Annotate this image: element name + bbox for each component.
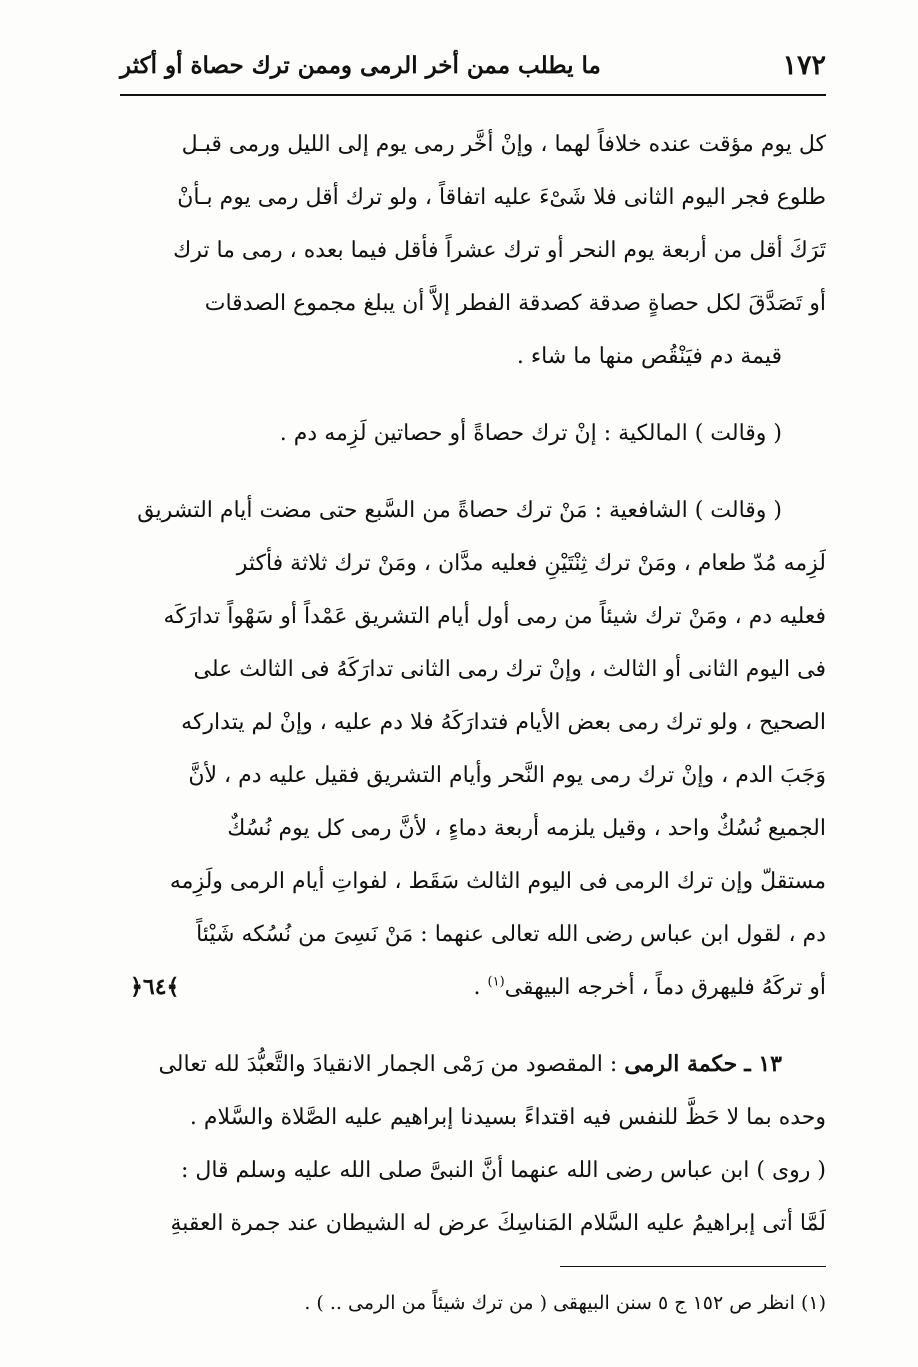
text-line: أو تَصَدَّقَ لكل حصاةٍ صدقة كصدقة الفطر إلاَّ أن يبلغ مجموع الصدقات — [204, 291, 826, 316]
text-line: ( وقالت ) المالكية : إنْ ترك حصاةً أو حصاتين لَزِمه دم . — [279, 421, 782, 446]
section-first-line — [130, 1038, 826, 1091]
header-rule — [120, 94, 826, 96]
text-span: : المقصود من رَمْى الجمار الانقيادَ والتَّعبُّدَ لله تعالى — [158, 1052, 618, 1077]
text-span: . — [473, 975, 488, 1000]
page-number: ١٧٢ — [782, 49, 826, 81]
text-span: أو تركَهُ فليهرق دماً ، أخرجه البيهقى — [504, 975, 826, 1000]
main-text — [130, 118, 826, 1250]
footnote-ref: (١) — [487, 974, 505, 990]
footnote-rule — [560, 1266, 826, 1267]
text-line: قيمة دم فيَنْقُص منها ما شاء . — [516, 344, 782, 369]
text-line: لَمَّا أتى إبراهيمُ عليه السَّلام المَناسِكَ عرض له الشيطان عند جمرة العقبةِ — [170, 1211, 826, 1236]
text-line: دم ، لقول ابن عباس رضى الله تعالى عنهما : مَنْ نَسِىَ من نُسُكه شَيْئاً — [196, 922, 826, 947]
text-line: كل يوم مؤقت عنده خلافاً لهما ، وإنْ أخَّر رمى يوم إلى الليل ورمى قبـل — [181, 132, 826, 157]
text-line: لَزِمه مُدّ طعام ، ومَنْ ترك ثِنْتَيْنِ فعليه مدَّان ، ومَنْ ترك ثلاثة فأكثر — [236, 551, 826, 576]
text-line: ( روى ) ابن عباس رضى الله عنهما أنَّ النبىَّ صلى الله عليه وسلم قال : — [180, 1158, 826, 1183]
footnote: (١) انظر ص ١٥٢ ج ٥ سنن البيهقى ( من ترك شيئاً من الرمى .. ) . — [304, 1292, 826, 1314]
paragraph-gap — [130, 383, 826, 407]
text-line: الجميع نُسُكٌ واحد ، وقيل يلزمه أربعة دماءٍ ، لأنَّ رمى كل يوم نُسُكٌ — [227, 816, 826, 841]
text-line: وحده بما لا حَظَّ للنفس فيه اقتداءً بسيدنا إبراهيم عليه الصَّلاة والسَّلام . — [189, 1105, 826, 1130]
text-line: مستقلّ وإن ترك الرمى فى اليوم الثالث سَقَط ، لفواتِ أيام الرمى ولَزِمه — [169, 869, 826, 894]
text-line: ( وقالت ) الشافعية : مَنْ ترك حصاةً من السَّبع حتى مضت أيام التشريق — [137, 498, 782, 523]
running-title: ما يطلب ممن أخر الرمى وممن ترك حصاة أو أكثر — [120, 51, 601, 79]
text-line-last — [130, 961, 826, 1014]
text-line: الصحيح ، ولو ترك رمى بعض الأيام فتدارَكَهُ فلا دم عليه ، وإنْ لم يتداركه — [181, 710, 826, 735]
paragraph-gap — [130, 1014, 826, 1038]
text-line: طلوع فجر اليوم الثانى فلا شَىْءَ عليه اتفاقاً ، ولو ترك أقل رمى يوم بـأنْ — [177, 185, 826, 210]
text-line: وَجَبَ الدم ، وإنْ ترك رمى يوم النَّحر وأيام التشريق فقيل عليه دم ، لأنَّ — [188, 763, 826, 788]
text-line: تَرَكَ أقل من أربعة يوم النحر أو ترك عشراً فأقل فيما بعده ، رمى ما ترك — [173, 238, 826, 263]
hadith-marker: ﴿٦٤﴾ — [130, 974, 180, 1000]
paragraph-gap — [130, 460, 826, 484]
section-title: حكمة الرمى — [624, 1051, 738, 1077]
page-header — [120, 40, 826, 90]
section-number: ١٣ ـ — [744, 1051, 782, 1077]
text-line: فعليه دم ، ومَنْ ترك شيئاً من رمى أول أيام التشريق عَمْداً أو سَهْواً تدارَكَه — [163, 604, 826, 629]
text-line: فى اليوم الثانى أو الثالث ، وإنْ ترك رمى الثانى تدارَكَهُ فى الثالث على — [193, 657, 826, 682]
